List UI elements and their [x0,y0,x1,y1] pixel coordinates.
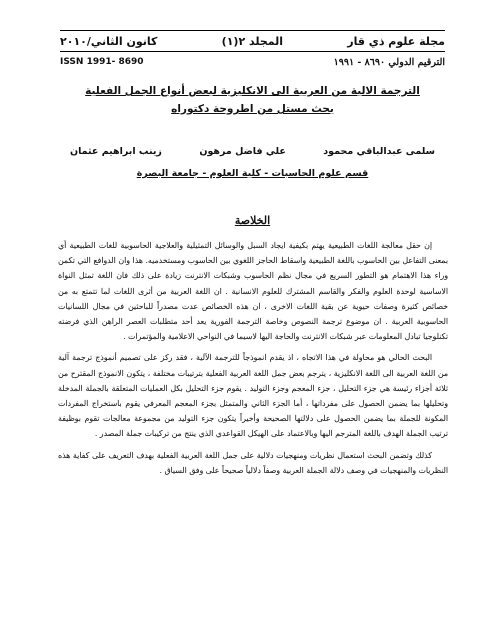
abstract-paragraph-1: إن حقل معالجة اللغات الطبيعية يهتم بكيفية ايجاد السبل والوسائل التمثيلية والعلاجية الحاسوبية للغات الطبيعية أي بمعنى التفاعل بين الحاسوب باللغة الطبيعية واسقاط الحاجز اللغوي بين الحاسوب ومستخدميه. هذا وان الدوافع التي تكمن وراء هذا الاهتمام هو التطور السريع في مجال نظم الحاسوب وشبكات الانترنت زيادة على ذلك فان اللغة تمثل النواة الاساسية لوحدة العلوم والفكر والقاسم المشترك للعلوم الانسانية . ان اللغة العربية من أثرى اللغات لما تتمتع به من خصائص كثيرة وصفات حيوية عن بقية اللغات الاخرى ، ان هذه الخصائص عدت مصدراً للباحثين في مجال اللسانيات الحاسوبية العربية . ان موضوع ترجمة النصوص وخاصة الترجمة الفورية يعد أحد متطلبات العصر الراهن الذي فرضته تكنلوجيا تبادل المعلومات عبر شبكات الانترنت والحاجة اليها لاسيما في النواحي الاعلامية والمؤتمرات . [58,241,448,342]
issn-row [60,56,445,68]
title-line-2: بحث مستل من اطروحة دكتوراه [171,103,334,115]
journal-header [60,30,445,52]
abstract-body [58,238,448,484]
issn-arabic: الترقيم الدولي ٨٦٩٠ - ١٩٩١ [333,56,445,68]
journal-date: كانون الثاني/٢٠١٠ [60,34,158,48]
abstract-heading: الخلاصة [234,214,271,227]
issn-english: ISSN 1991- 8690 [60,57,144,67]
abstract-paragraph-2: البحث الحالي هو محاولة في هذا الاتجاه ، اذ يقدم انموذجاً للترجمة الآلية ، فقد ركز على تصميم أنموذج ترجمة آلية من اللغة العربية الى اللغة الانكليزية ، يترجم بعض جمل اللغة العربية الفعلية بترتيبات مختلفة ، يتكون الانموذج المقترح من ثلاثة أجزاء رئيسة هي جزء التحليل ، جزء المعجم وجزء التوليد . يقوم جزء التحليل بكل العمليات المتعلقة بالجملة المدخلة وتحليلها بما يضمن الحصول على مفرداتها ، أما الجزء الثاني والمتمثل بجزء المعجم المعرفي يقوم باستخراج المفردات المكونة للجملة بما يضمن الحصول على دلالتها الصحيحة وأخيراً يتكون جزء التوليد من مجموعة معالجات تقوم بوظيفة ترتيب الجملة الهدف باللغة المترجم اليها وبالاعتماد على الهيكل القواعدي الذي ينتج من تركيبات جملة المصدر . [58,353,448,439]
paper-title [70,82,435,118]
author-2: علي فاضل مرهون [199,146,286,157]
abstract-paragraph-3: كذلك وتضمن البحث استعمال نظريات ومنهجيات دلالية على جمل اللغة العربية الفعلية بهدف التعريف على كفاية هذه النظريات والمنهجيات في وصف دلالة الجملة العربية وصفاً دلالياً صحيحاً على وفق السياق . [58,450,448,475]
author-3: زينب ابراهيم عثمان [70,146,162,157]
author-1: سلمى عبدالباقي محمود [323,146,435,157]
title-line-1: الترجمة الالية من العربية الى الانكليزية لبعض أنواع الجمل الفعلية [85,85,420,97]
journal-volume: المجلد ٢(١) [221,34,284,48]
author-list [70,146,435,160]
affiliation: قسم علوم الحاسبات - كلية العلوم - جامعة البصرة [136,168,369,179]
journal-name: مجلة علوم ذي قار [347,34,445,48]
